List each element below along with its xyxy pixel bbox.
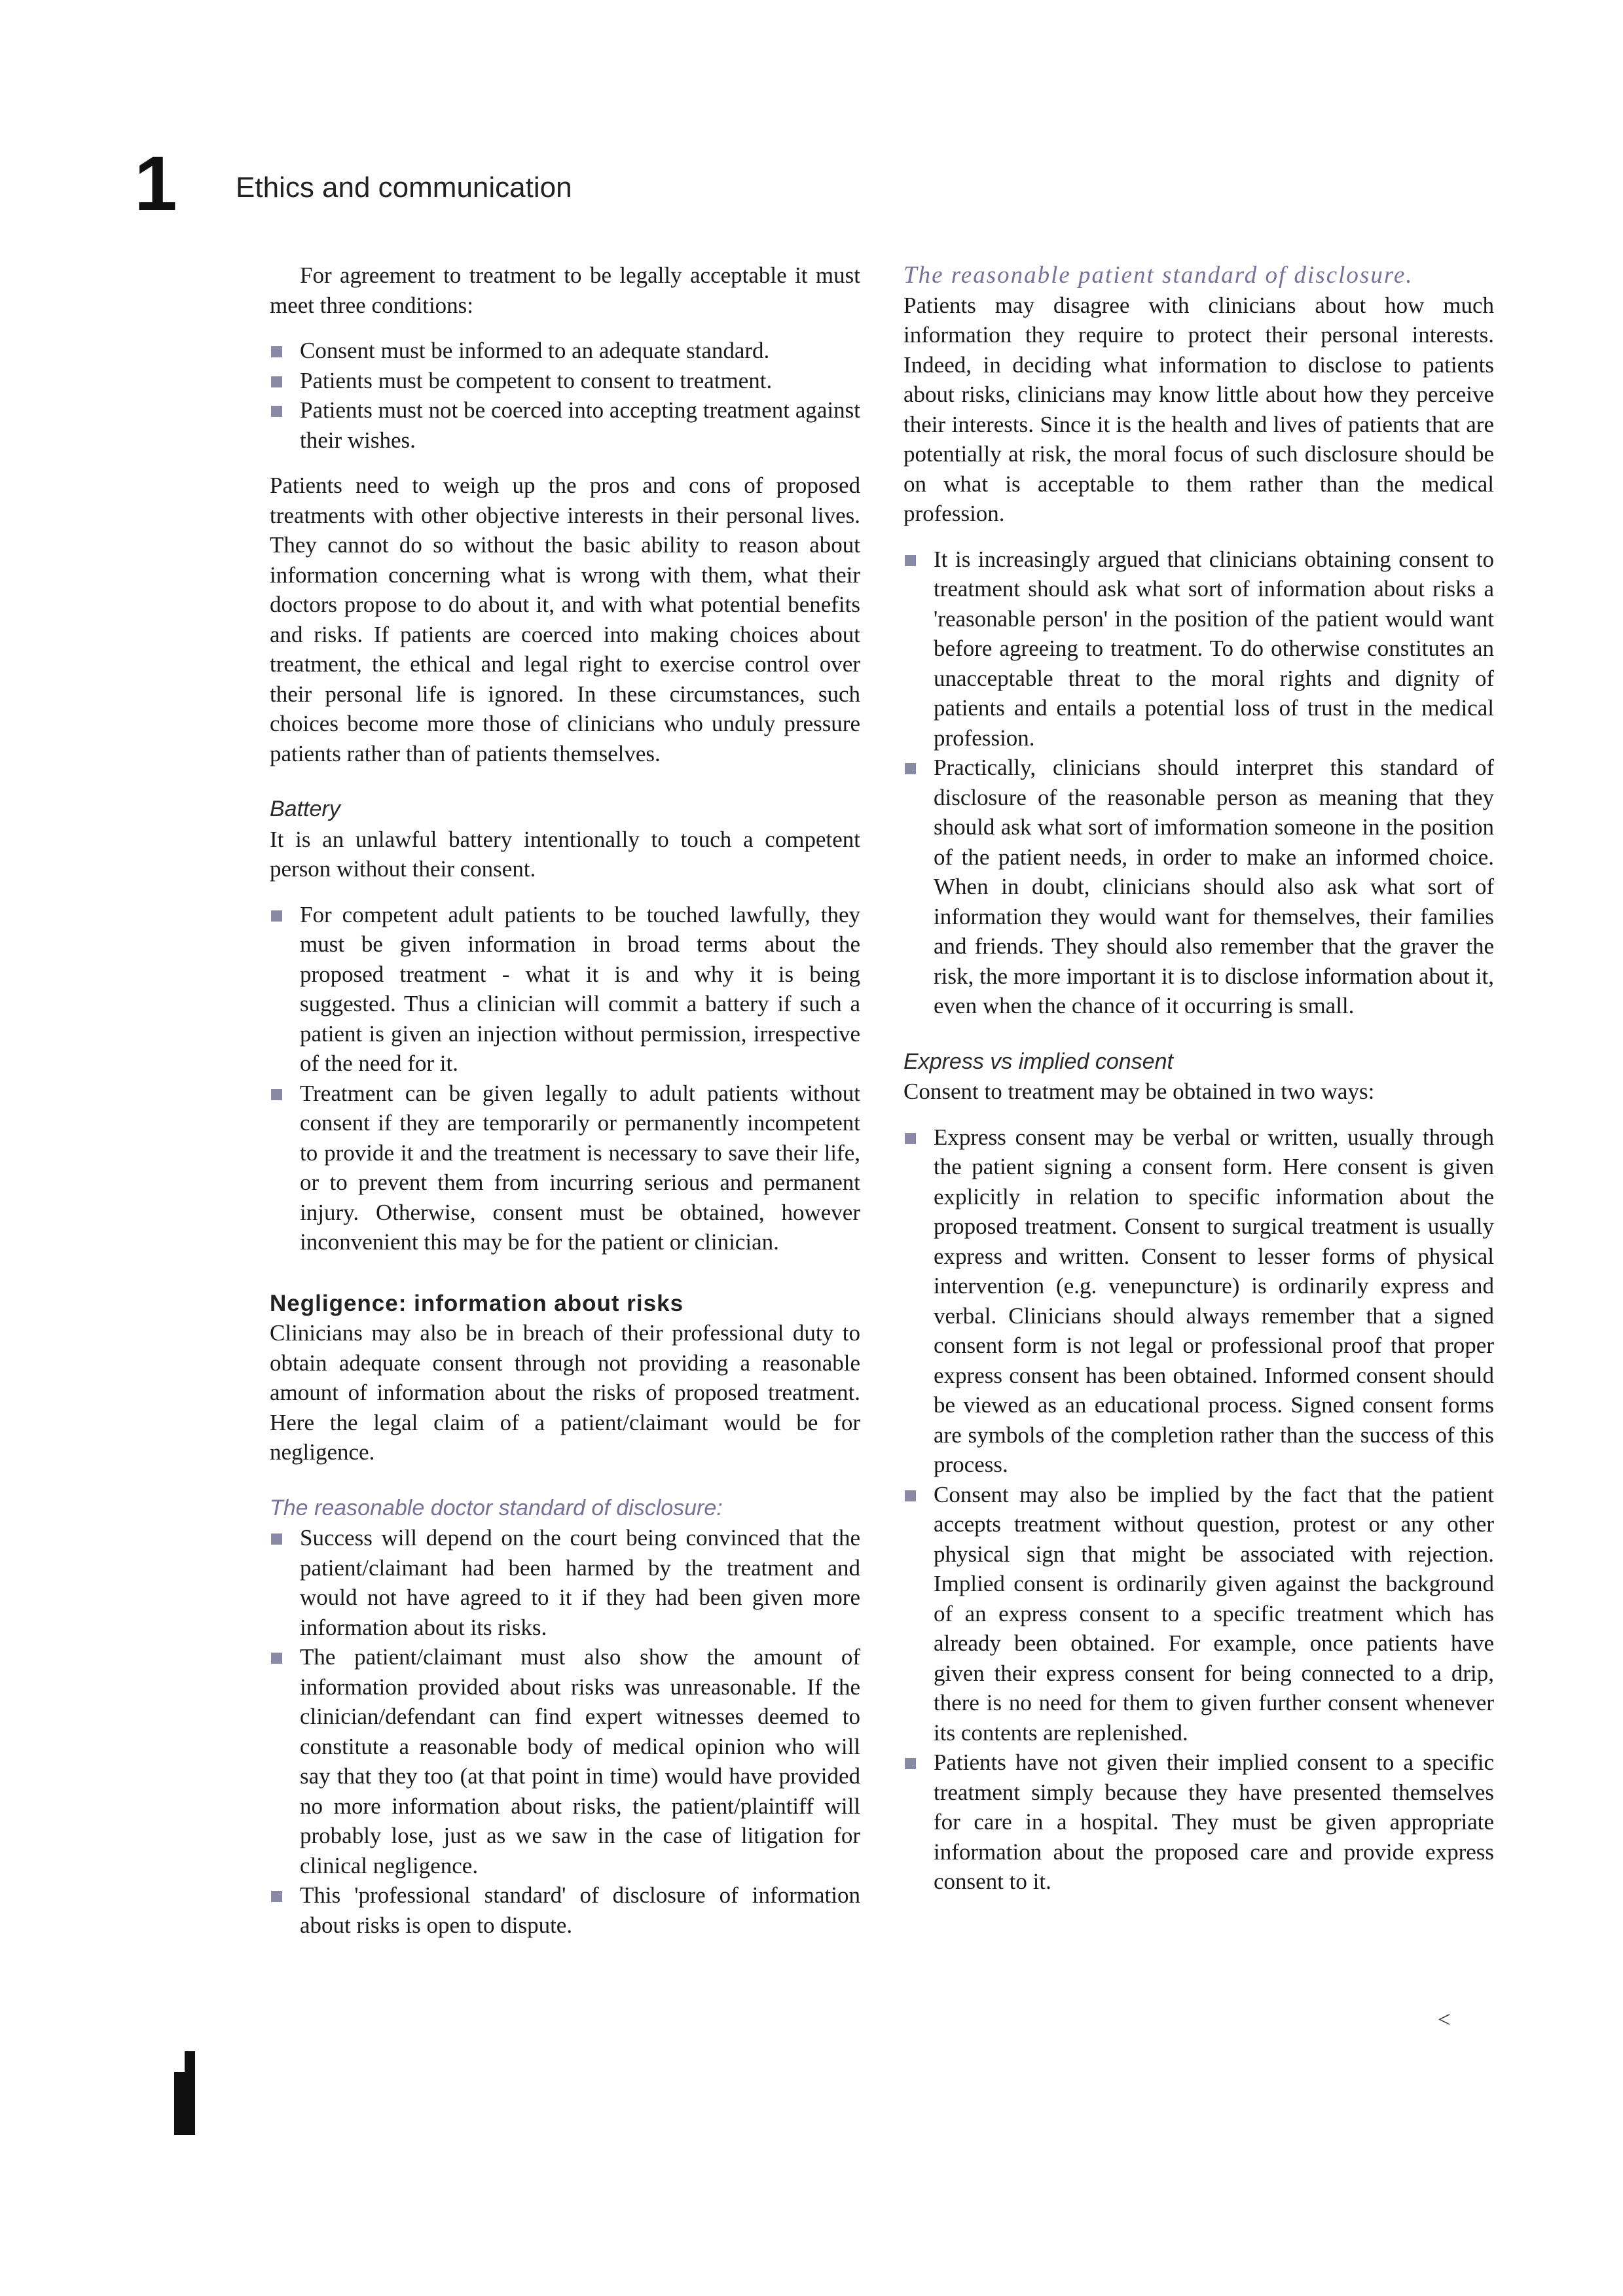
chapter-number: 1 bbox=[134, 141, 177, 227]
doctor-standard-list bbox=[270, 1523, 860, 1940]
right-column bbox=[903, 260, 1494, 1912]
conditions-list bbox=[270, 336, 860, 455]
patient-standard-heading: The reasonable patient standard of disclosure. bbox=[903, 262, 1413, 289]
list-item: Express consent may be verbal or written, usually through the patient signing a consent form. Here consent is given explicitly in relation to specific information about the proposed treatment. Consent to surgical treatment is usually express and written. Consent to lesser forms of physical intervention (e.g. venepuncture) is ordinarily express and verbal. Clinicians should always remember that a signed consent form is not legal or professional proof that proper express consent has been obtained. Informed consent should be viewed as an educational process. Signed consent forms are symbols of the completion rather than the success of this process. bbox=[903, 1122, 1494, 1480]
list-item: Patients must be competent to consent to treatment. bbox=[270, 366, 860, 396]
express-heading: Express vs implied consent bbox=[903, 1049, 1173, 1074]
battery-heading: Battery bbox=[270, 797, 340, 821]
square-bullet-icon bbox=[271, 346, 282, 357]
list-item: For competent adult patients to be touched lawfully, they must be given information in broad terms about the proposed treatment - what it is and why it is being suggested. Thus a clinician will commit a battery if such a patient is given an injection without permission, irrespective of the need for it. bbox=[270, 900, 860, 1079]
square-bullet-icon bbox=[905, 555, 916, 566]
intro-paragraph: For agreement to treatment to be legally acceptable it must meet three conditions: bbox=[270, 262, 860, 318]
square-bullet-icon bbox=[271, 1653, 282, 1664]
list-item: Consent may also be implied by the fact that the patient accepts treatment without question, protest or any other physical sign that might be associated with rejection. Implied consent is ordinarily given against the background of an express consent to a specific treatment which has already been obtained. For example, once patients have given their express consent for being connected to a drip, there is no need for them to given further consent whenever its contents are replenished. bbox=[903, 1480, 1494, 1748]
list-item: Practically, clinicians should interpret this standard of disclosure of the reasonable person as meaning that they should ask what sort of imformation someone in the position of the patient needs, in order to make an informed choice. When in doubt, clinicians should also ask what sort of information they would want for themselves, their families and friends. They should also remember that the graver the risk, the more important it is to disclose information about it, even when the chance of it occurring is small. bbox=[903, 753, 1494, 1021]
page-corner-mark bbox=[174, 2072, 195, 2135]
list-item: Patients have not given their implied consent to a specific treatment simply because they have presented themselves for care in a hospital. They must be given appropriate information about the proposed care and provide express consent to it. bbox=[903, 1748, 1494, 1897]
stray-mark: < bbox=[1438, 2007, 1451, 2032]
battery-paragraph: It is an unlawful battery intentionally to touch a competent person without their consent. bbox=[270, 826, 860, 882]
list-item: The patient/claimant must also show the amount of information provided about risks was unreasonable. If the clinician/defendant can find expert witnesses deemed to constitute a reasonable body of medical opinion who will say that they too (at that point in time) would have provided no more information about risks, the patient/plaintiff will probably lose, just as we saw in the case of litigation for clinical negligence. bbox=[270, 1642, 860, 1880]
list-item: This 'professional standard' of disclosure of information about risks is open to dispute. bbox=[270, 1880, 860, 1940]
patient-standard-paragraph: Patients may disagree with clinicians about how much information they require to protect their personal interests. Indeed, in deciding what information to disclose to patients about risks, clinicians may know little about how they perceive their interests. Since it is the health and lives of patients that are potentially at risk, the moral focus of such disclosure should be on what is acceptable to them rather than the medical profession. bbox=[903, 292, 1494, 526]
chapter-title: Ethics and communication bbox=[236, 171, 572, 204]
negligence-paragraph: Clinicians may also be in breach of their professional duty to obtain adequate consent through not providing a reasonable amount of information about the risks of proposed treatment. Here the legal claim of a patient/claimant would be for negligence. bbox=[270, 1320, 860, 1465]
square-bullet-icon bbox=[271, 910, 282, 922]
square-bullet-icon bbox=[905, 1133, 916, 1144]
list-item: It is increasingly argued that clinicians obtaining consent to treatment should ask what sort of information about risks a 'reasonable person' in the position of the patient would want before agreeing to treatment. To do otherwise constitutes an unacceptable threat to the moral rights and dignity of patients and entails a potential loss of trust in the medical profession. bbox=[903, 545, 1494, 753]
list-item: Patients must not be coerced into accepting treatment against their wishes. bbox=[270, 395, 860, 455]
list-item: Success will depend on the court being convinced that the patient/claimant had been harmed by the treatment and would not have agreed to it if they had been given more information about its risks. bbox=[270, 1523, 860, 1642]
square-bullet-icon bbox=[905, 1490, 916, 1501]
express-paragraph: Consent to treatment may be obtained in two ways: bbox=[903, 1079, 1375, 1104]
weigh-paragraph: Patients need to weigh up the pros and cons of proposed treatments with other objective interests in their personal lives. They cannot do so without the basic ability to reason about information concerning what is wrong with them, what their doctors propose to do about it, and with what potential benefits and risks. If patients are coerced into making choices about treatment, the ethical and legal right to exercise control over their personal life is ignored. In these circumstances, such choices become more those of clinicians who unduly pressure patients rather than of patients themselves. bbox=[270, 473, 860, 766]
negligence-heading: Negligence: information about risks bbox=[270, 1290, 684, 1316]
square-bullet-icon bbox=[271, 1891, 282, 1902]
square-bullet-icon bbox=[271, 1534, 282, 1545]
square-bullet-icon bbox=[271, 406, 282, 417]
doctor-standard-heading: The reasonable doctor standard of disclosure: bbox=[270, 1495, 723, 1520]
square-bullet-icon bbox=[905, 1758, 916, 1769]
battery-list bbox=[270, 900, 860, 1257]
list-item: Consent must be informed to an adequate standard. bbox=[270, 336, 860, 366]
left-column bbox=[270, 260, 860, 1956]
list-item: Treatment can be given legally to adult patients without consent if they are temporarily or permanently incompetent to provide it and the treatment is necessary to save their life, or to prevent them from incurring serious and permanent injury. Otherwise, consent must be obtained, however inconvenient this may be for the patient or clinician. bbox=[270, 1079, 860, 1257]
square-bullet-icon bbox=[271, 1089, 282, 1100]
express-list bbox=[903, 1122, 1494, 1897]
patient-standard-list bbox=[903, 545, 1494, 1021]
square-bullet-icon bbox=[271, 376, 282, 387]
square-bullet-icon bbox=[905, 763, 916, 774]
